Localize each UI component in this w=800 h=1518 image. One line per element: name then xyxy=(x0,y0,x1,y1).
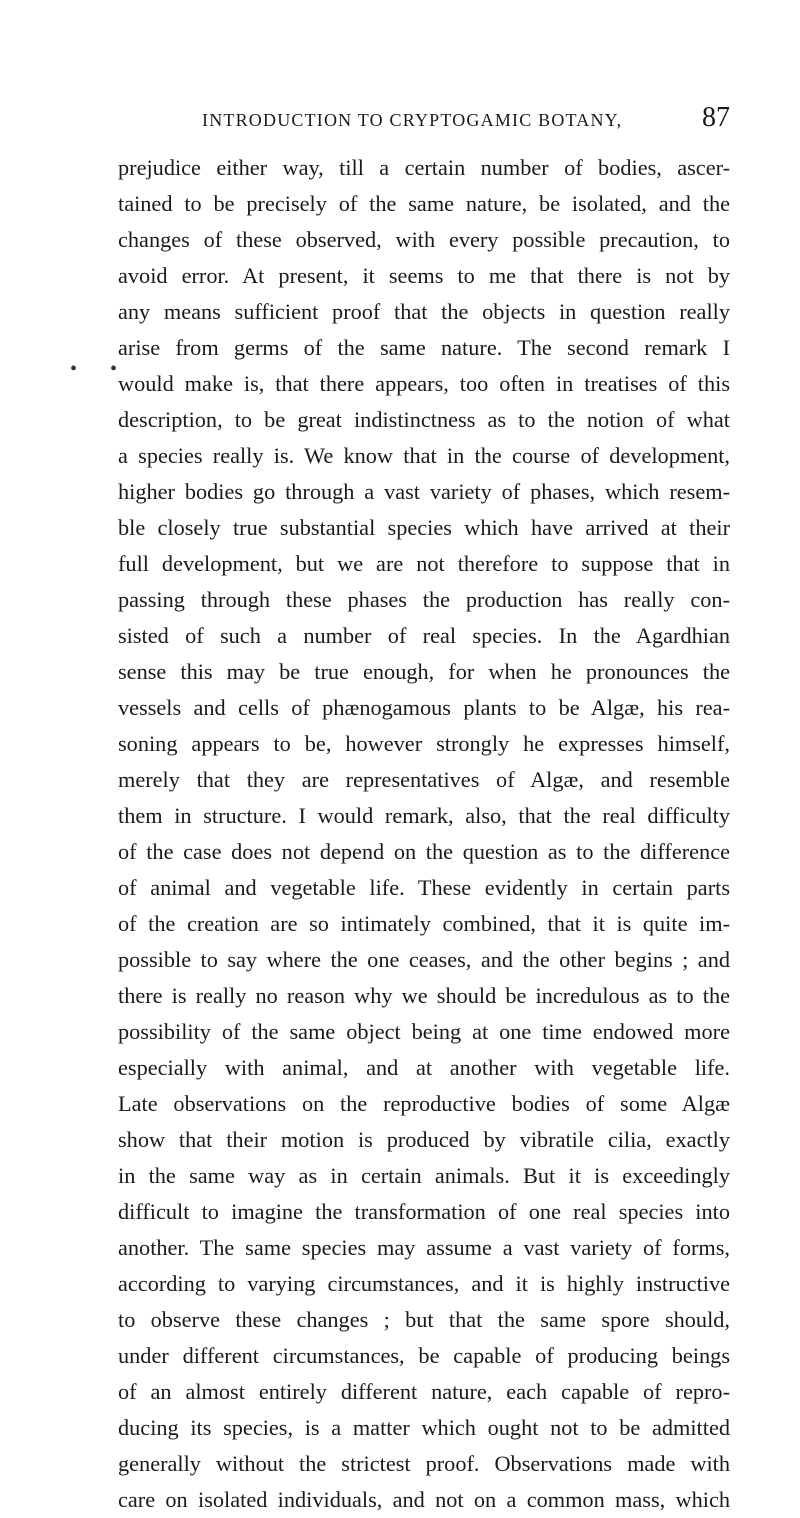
text-line: passing through these phases the production has really con- xyxy=(118,587,730,612)
text-line: higher bodies go through a vast variety of phases, which resem- xyxy=(118,479,730,504)
text-line: any means sufficient proof that the objects in question really xyxy=(118,299,730,324)
text-line: under different circumstances, be capable of producing beings xyxy=(118,1343,730,1368)
text-line: sisted of such a number of real species. In the Agardhian xyxy=(118,623,730,648)
text-line: would make is, that there appears, too often in treatises of this xyxy=(118,371,730,396)
text-line: ducing its species, is a matter which ought not to be admitted xyxy=(118,1415,730,1440)
margin-mark: • • xyxy=(70,358,132,380)
text-line: tained to be precisely of the same nature, be isolated, and the xyxy=(118,191,730,216)
text-line: of an almost entirely different nature, each capable of repro- xyxy=(118,1379,730,1404)
text-line: according to varying circumstances, and it is highly instructive xyxy=(118,1271,730,1296)
text-line: to observe these changes ; but that the same spore should, xyxy=(118,1307,730,1332)
text-line: difficult to imagine the transformation of one real species into xyxy=(118,1199,730,1224)
text-line: prejudice either way, till a certain number of bodies, ascer- xyxy=(118,155,730,180)
text-line: of animal and vegetable life. These evidently in certain parts xyxy=(118,875,730,900)
page-header xyxy=(118,100,730,140)
text-line: of the case does not depend on the question as to the difference xyxy=(118,839,730,864)
text-line: possible to say where the one ceases, and the other begins ; and xyxy=(118,947,730,972)
text-line: Late observations on the reproductive bodies of some Algæ xyxy=(118,1091,730,1116)
page-number: 87 xyxy=(702,102,730,133)
text-line: merely that they are representatives of Algæ, and resemble xyxy=(118,767,730,792)
text-line: description, to be great indistinctness as to the notion of what xyxy=(118,407,730,432)
running-title: INTRODUCTION TO CRYPTOGAMIC BOTANY, xyxy=(202,110,623,130)
text-line: a species really is. We know that in the course of development, xyxy=(118,443,730,468)
text-line: another. The same species may assume a vast variety of forms, xyxy=(118,1235,730,1260)
text-line: sense this may be true enough, for when he pronounces the xyxy=(118,659,730,684)
text-line: in the same way as in certain animals. But it is exceedingly xyxy=(118,1163,730,1188)
text-line: show that their motion is produced by vibratile cilia, exactly xyxy=(118,1127,730,1152)
text-line: of the creation are so intimately combined, that it is quite im- xyxy=(118,911,730,936)
text-line: there is really no reason why we should be incredulous as to the xyxy=(118,983,730,1008)
text-line: care on isolated individuals, and not on a common mass, which xyxy=(118,1487,730,1512)
text-line: vessels and cells of phænogamous plants to be Algæ, his rea- xyxy=(118,695,730,720)
text-line: avoid error. At present, it seems to me that there is not by xyxy=(118,263,730,288)
text-line: arise from germs of the same nature. The second remark I xyxy=(118,335,730,360)
text-line: full development, but we are not therefore to suppose that in xyxy=(118,551,730,576)
text-line: soning appears to be, however strongly he expresses himself, xyxy=(118,731,730,756)
text-line: especially with animal, and at another with vegetable life. xyxy=(118,1055,730,1080)
text-line: possibility of the same object being at one time endowed more xyxy=(118,1019,730,1044)
text-line: ble closely true substantial species which have arrived at their xyxy=(118,515,730,540)
text-line: them in structure. I would remark, also, that the real difficulty xyxy=(118,803,730,828)
body-paragraph xyxy=(118,150,730,1518)
text-line: generally without the strictest proof. Observations made with xyxy=(118,1451,730,1476)
text-line: changes of these observed, with every possible precaution, to xyxy=(118,227,730,252)
